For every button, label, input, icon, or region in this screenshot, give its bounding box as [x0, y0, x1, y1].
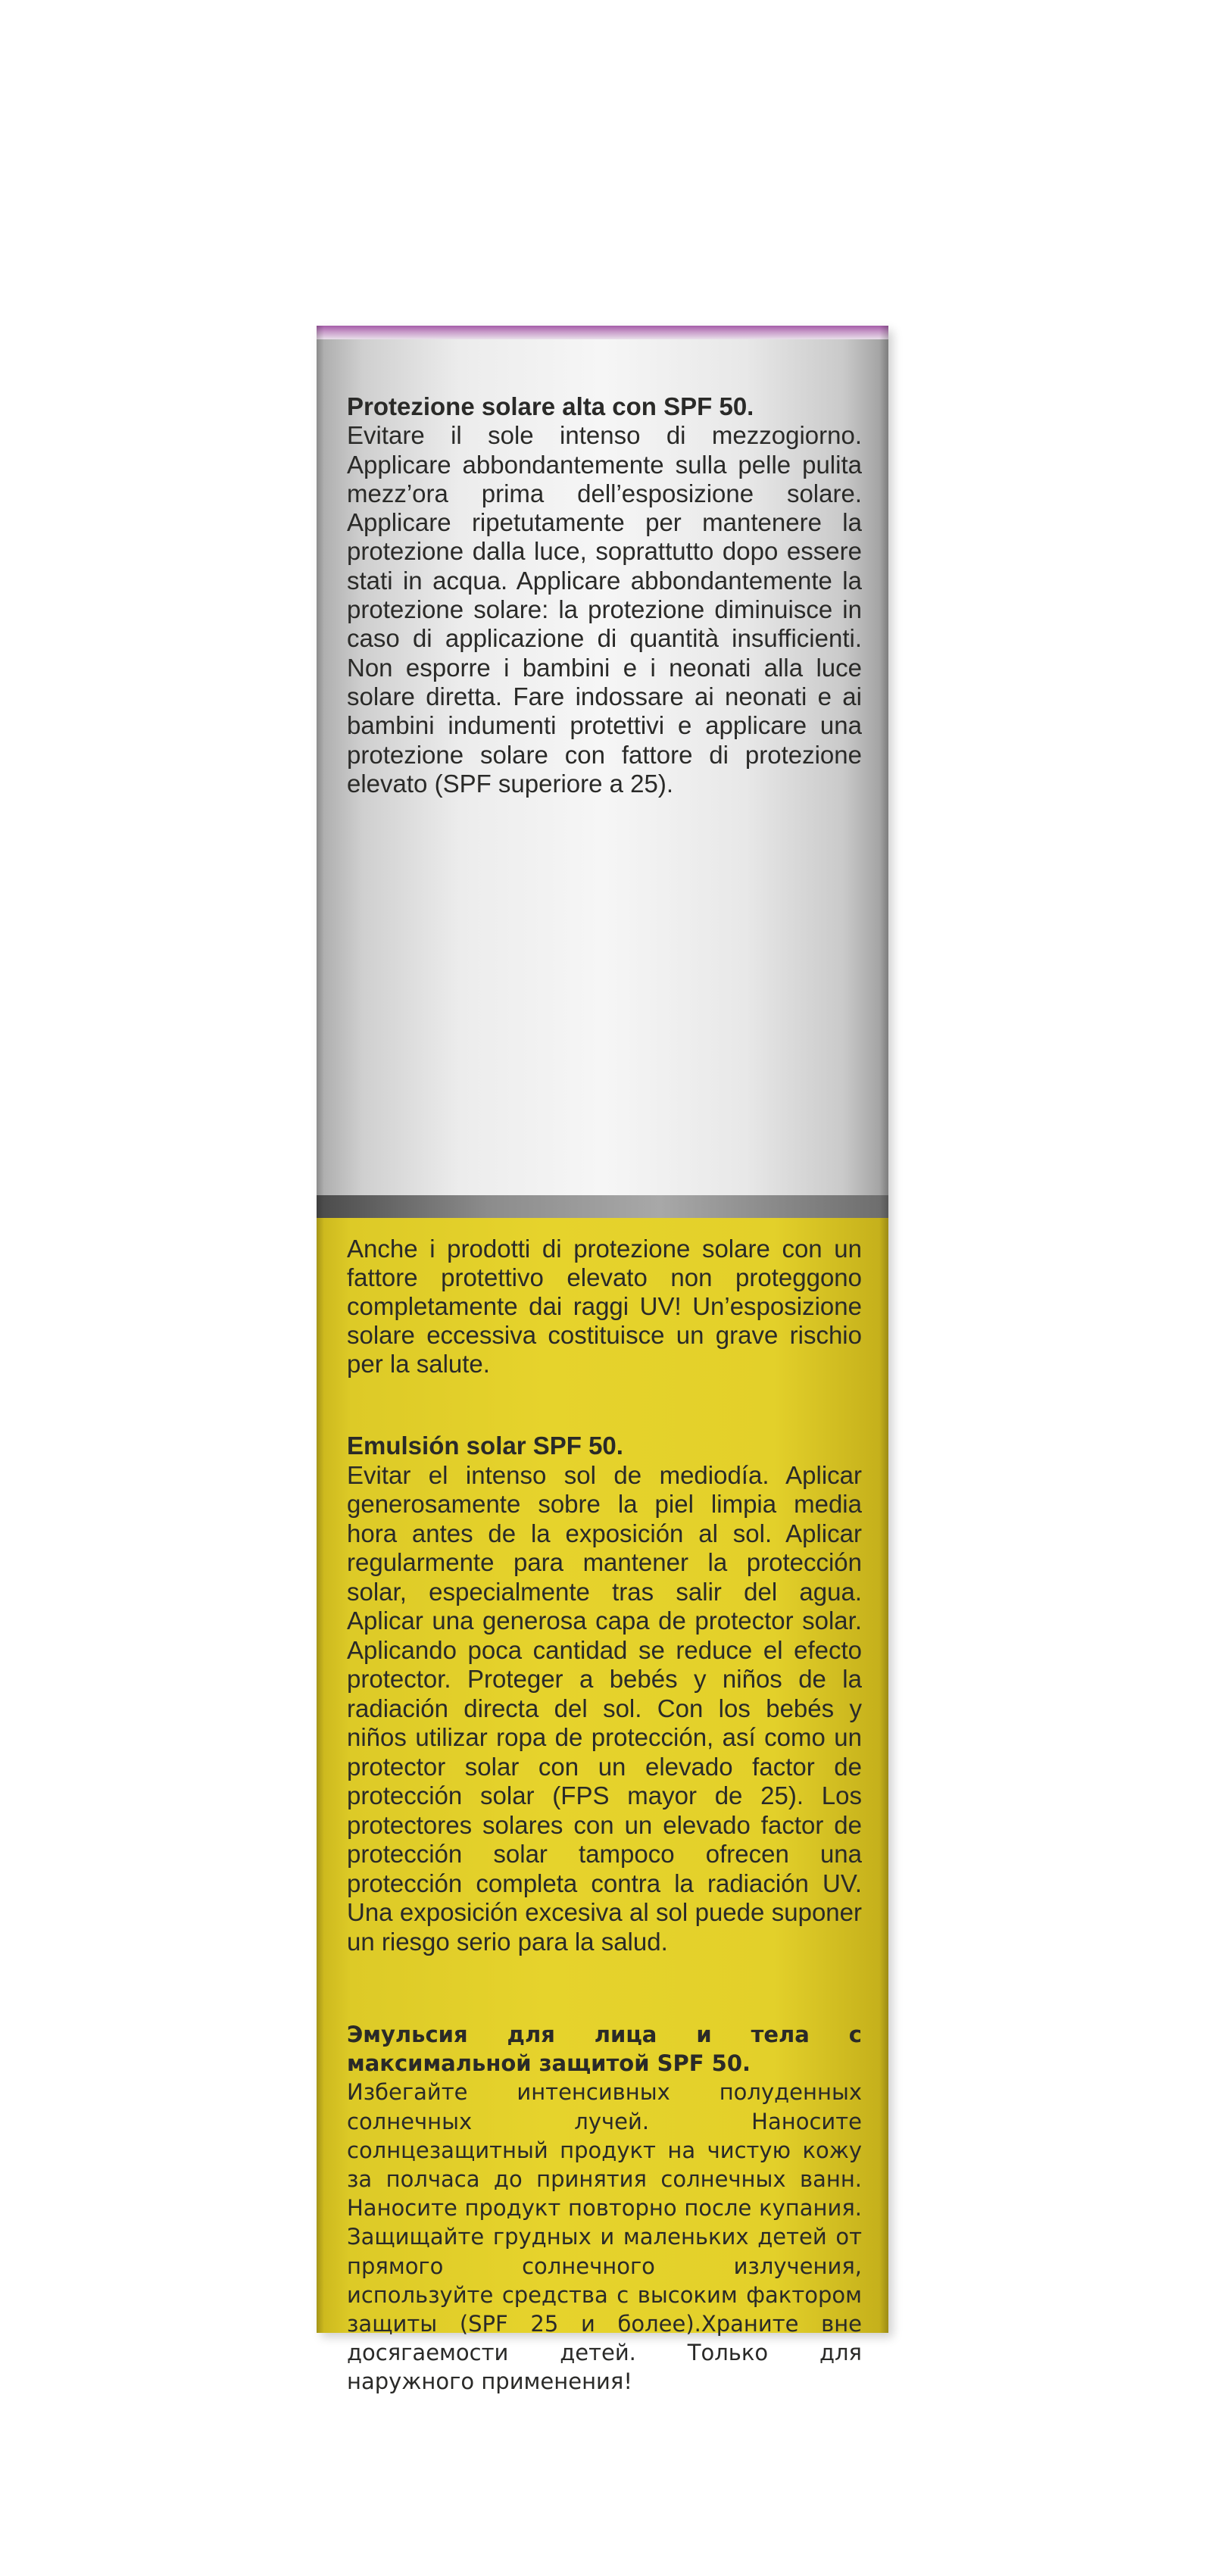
spanish-body: Evitar el intenso sol de mediodía. Aplicar generosamente sobre la piel limpia media hora antes de la exposición al sol. Aplicar regularmente para mantener la protección solar, especialmente tras salir del agua. Aplicar una generosa capa de protector solar. Aplicando poca cantidad se reduce el efecto protector. Proteger a bebés y niños de la radiación directa del sol. Con los bebés y niños utilizar ropa de protección, así como un protector solar con un elevado factor de protección solar (FPS mayor de 25). Los protectores solares con un elevado factor de protección solar tampoco ofrecen una protección completa contra la radiación UV. Una exposición excesiva al sol puede suponer un riesgo serio para la salud. [347, 1460, 862, 1956]
russian-body: Избегайте интенсивных полуденных солнечных лучей. Наносите солнцезащитный продукт на чистую кожу за полчаса до принятия солнечных ванн. Наносите продукт повторно после купания. Защищайте грудных и маленьких детей от прямого солнечного излучения, используйте средства с высоким фактором защиты (SPF 25 и более).Храните вне досягаемости детей. Только для наружного применения! [347, 2079, 862, 2395]
product-box [317, 326, 888, 2395]
spanish-heading: Emulsión solar SPF 50. [347, 1432, 623, 1460]
russian-heading: Эмульсия для лица и тела с максимальной защитой SPF 50. [347, 2022, 862, 2077]
spanish-instructions [347, 1432, 862, 1956]
box-top-rim [317, 326, 888, 339]
italian-body: Evitare il sole intenso di mezzogiorno. Applicare abbondantemente sulla pelle pulita mezz’ora prima dell’esposizione solare. Applicare ripetutamente per mantenere la protezione dalla luce, soprattutto dopo essere stati in acqua. Applicare abbondantemente la protezione solare: la protezione diminuisce in caso di applicazione di quantità insufficienti. Non esporre i bambini e i neonati alla luce solare diretta. Fare indossare ai neonati e ai bambini indumenti protettivi e applicare una protezione solare con fattore di protezione elevato (SPF superiore a 25). [347, 421, 862, 798]
russian-instructions [347, 2020, 862, 2396]
panel-divider [317, 1195, 888, 1218]
italian-warning-text: Anche i prodotti di protezione solare con un fattore protettivo elevato non proteggono completamente dai raggi UV! Un’esposizione solare eccessiva costituisce un grave rischio per la salute. [347, 1235, 862, 1378]
italian-heading: Protezione solare alta con SPF 50. [347, 392, 754, 420]
box-left-edge [317, 326, 324, 2333]
italian-instructions [347, 392, 862, 798]
box-right-edge [879, 326, 888, 2333]
italian-warning [347, 1235, 862, 1379]
